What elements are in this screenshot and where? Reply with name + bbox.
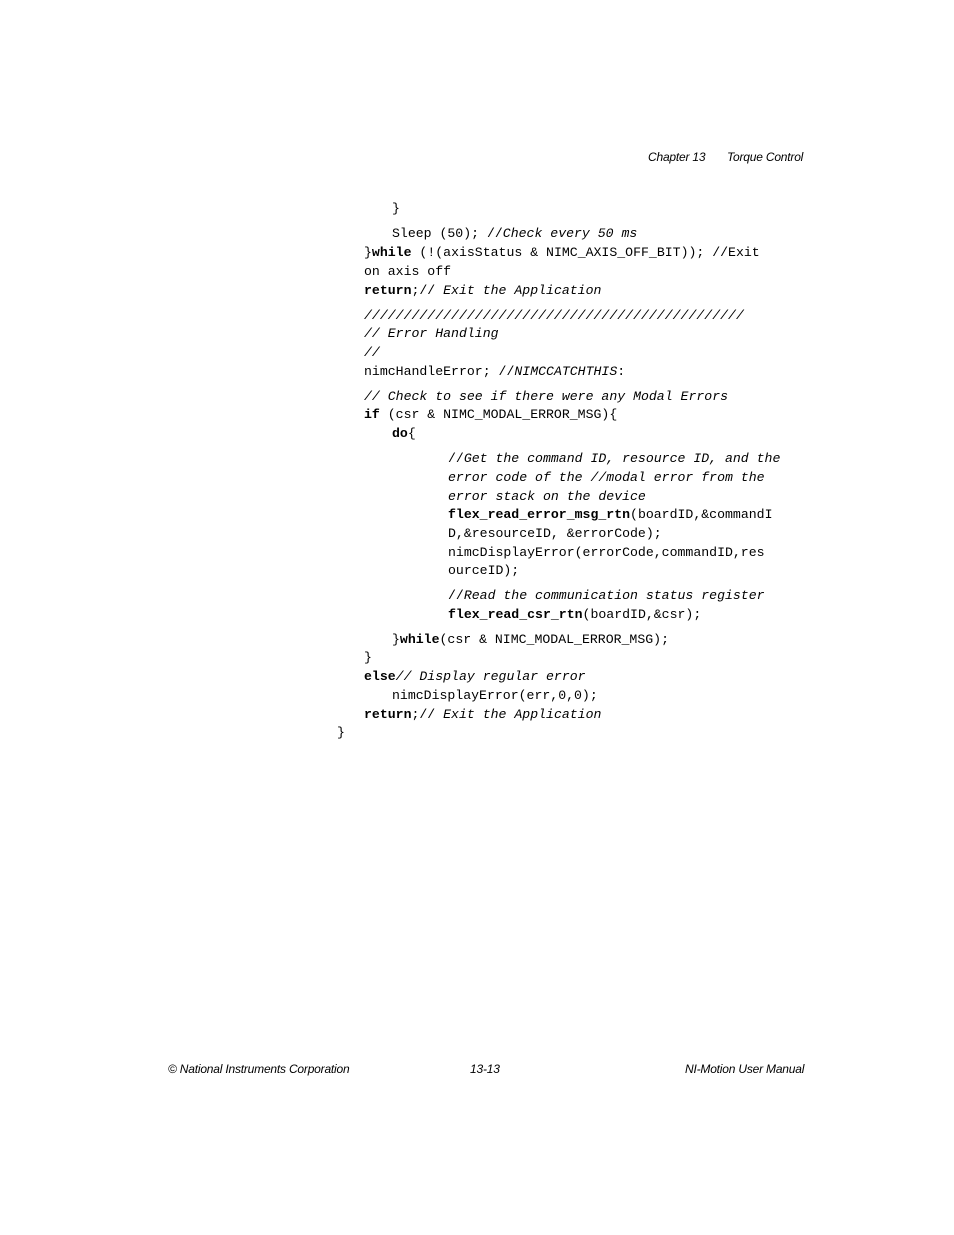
code-line: } — [364, 650, 372, 665]
code-line: flex_read_csr_rtn(boardID,&csr); — [448, 607, 702, 622]
code-line: }while (!(axisStatus & NIMC_AXIS_OFF_BIT)); //Exit — [364, 245, 760, 260]
code-line: D,&resourceID, &errorCode); — [448, 526, 662, 541]
code-line: nimcDisplayError(errorCode,commandID,res — [448, 545, 765, 560]
code-line: flex_read_error_msg_rtn(boardID,&commandI — [448, 507, 773, 522]
code-line: //Get the command ID, resource ID, and the — [448, 451, 781, 466]
code-line: return;// Exit the Application — [364, 707, 602, 722]
footer-manual-title: NI-Motion User Manual — [685, 1062, 805, 1076]
footer-copyright: © National Instruments Corporation — [168, 1062, 350, 1076]
code-line: do{ — [392, 426, 416, 441]
code-line: } — [392, 201, 400, 216]
code-line: else// Display regular error — [364, 669, 586, 684]
code-line: }while(csr & NIMC_MODAL_ERROR_MSG); — [392, 632, 669, 647]
code-line: nimcDisplayError(err,0,0); — [392, 688, 598, 703]
running-header-chapter: Chapter 13 — [648, 150, 706, 164]
code-line: if (csr & NIMC_MODAL_ERROR_MSG){ — [364, 407, 618, 422]
code-line: // Error Handling — [364, 326, 499, 341]
code-line: Sleep (50); //Check every 50 ms — [392, 226, 638, 241]
code-line: // Check to see if there were any Modal Errors — [364, 389, 729, 404]
code-line: // — [364, 345, 380, 360]
code-line: nimcHandleError; //NIMCCATCHTHIS: — [364, 364, 626, 379]
code-line: //////////////////////////////////////////////// — [364, 308, 744, 323]
code-line: error stack on the device — [448, 489, 646, 504]
running-header-section: Torque Control — [727, 150, 804, 164]
code-line: error code of the //modal error from the — [448, 470, 765, 485]
footer-page-number: 13-13 — [470, 1062, 500, 1076]
code-line: on axis off — [364, 264, 452, 279]
code-line: ourceID); — [448, 563, 520, 578]
code-line: } — [337, 725, 345, 740]
code-line: return;// Exit the Application — [364, 283, 602, 298]
code-line: //Read the communication status register — [448, 588, 765, 603]
